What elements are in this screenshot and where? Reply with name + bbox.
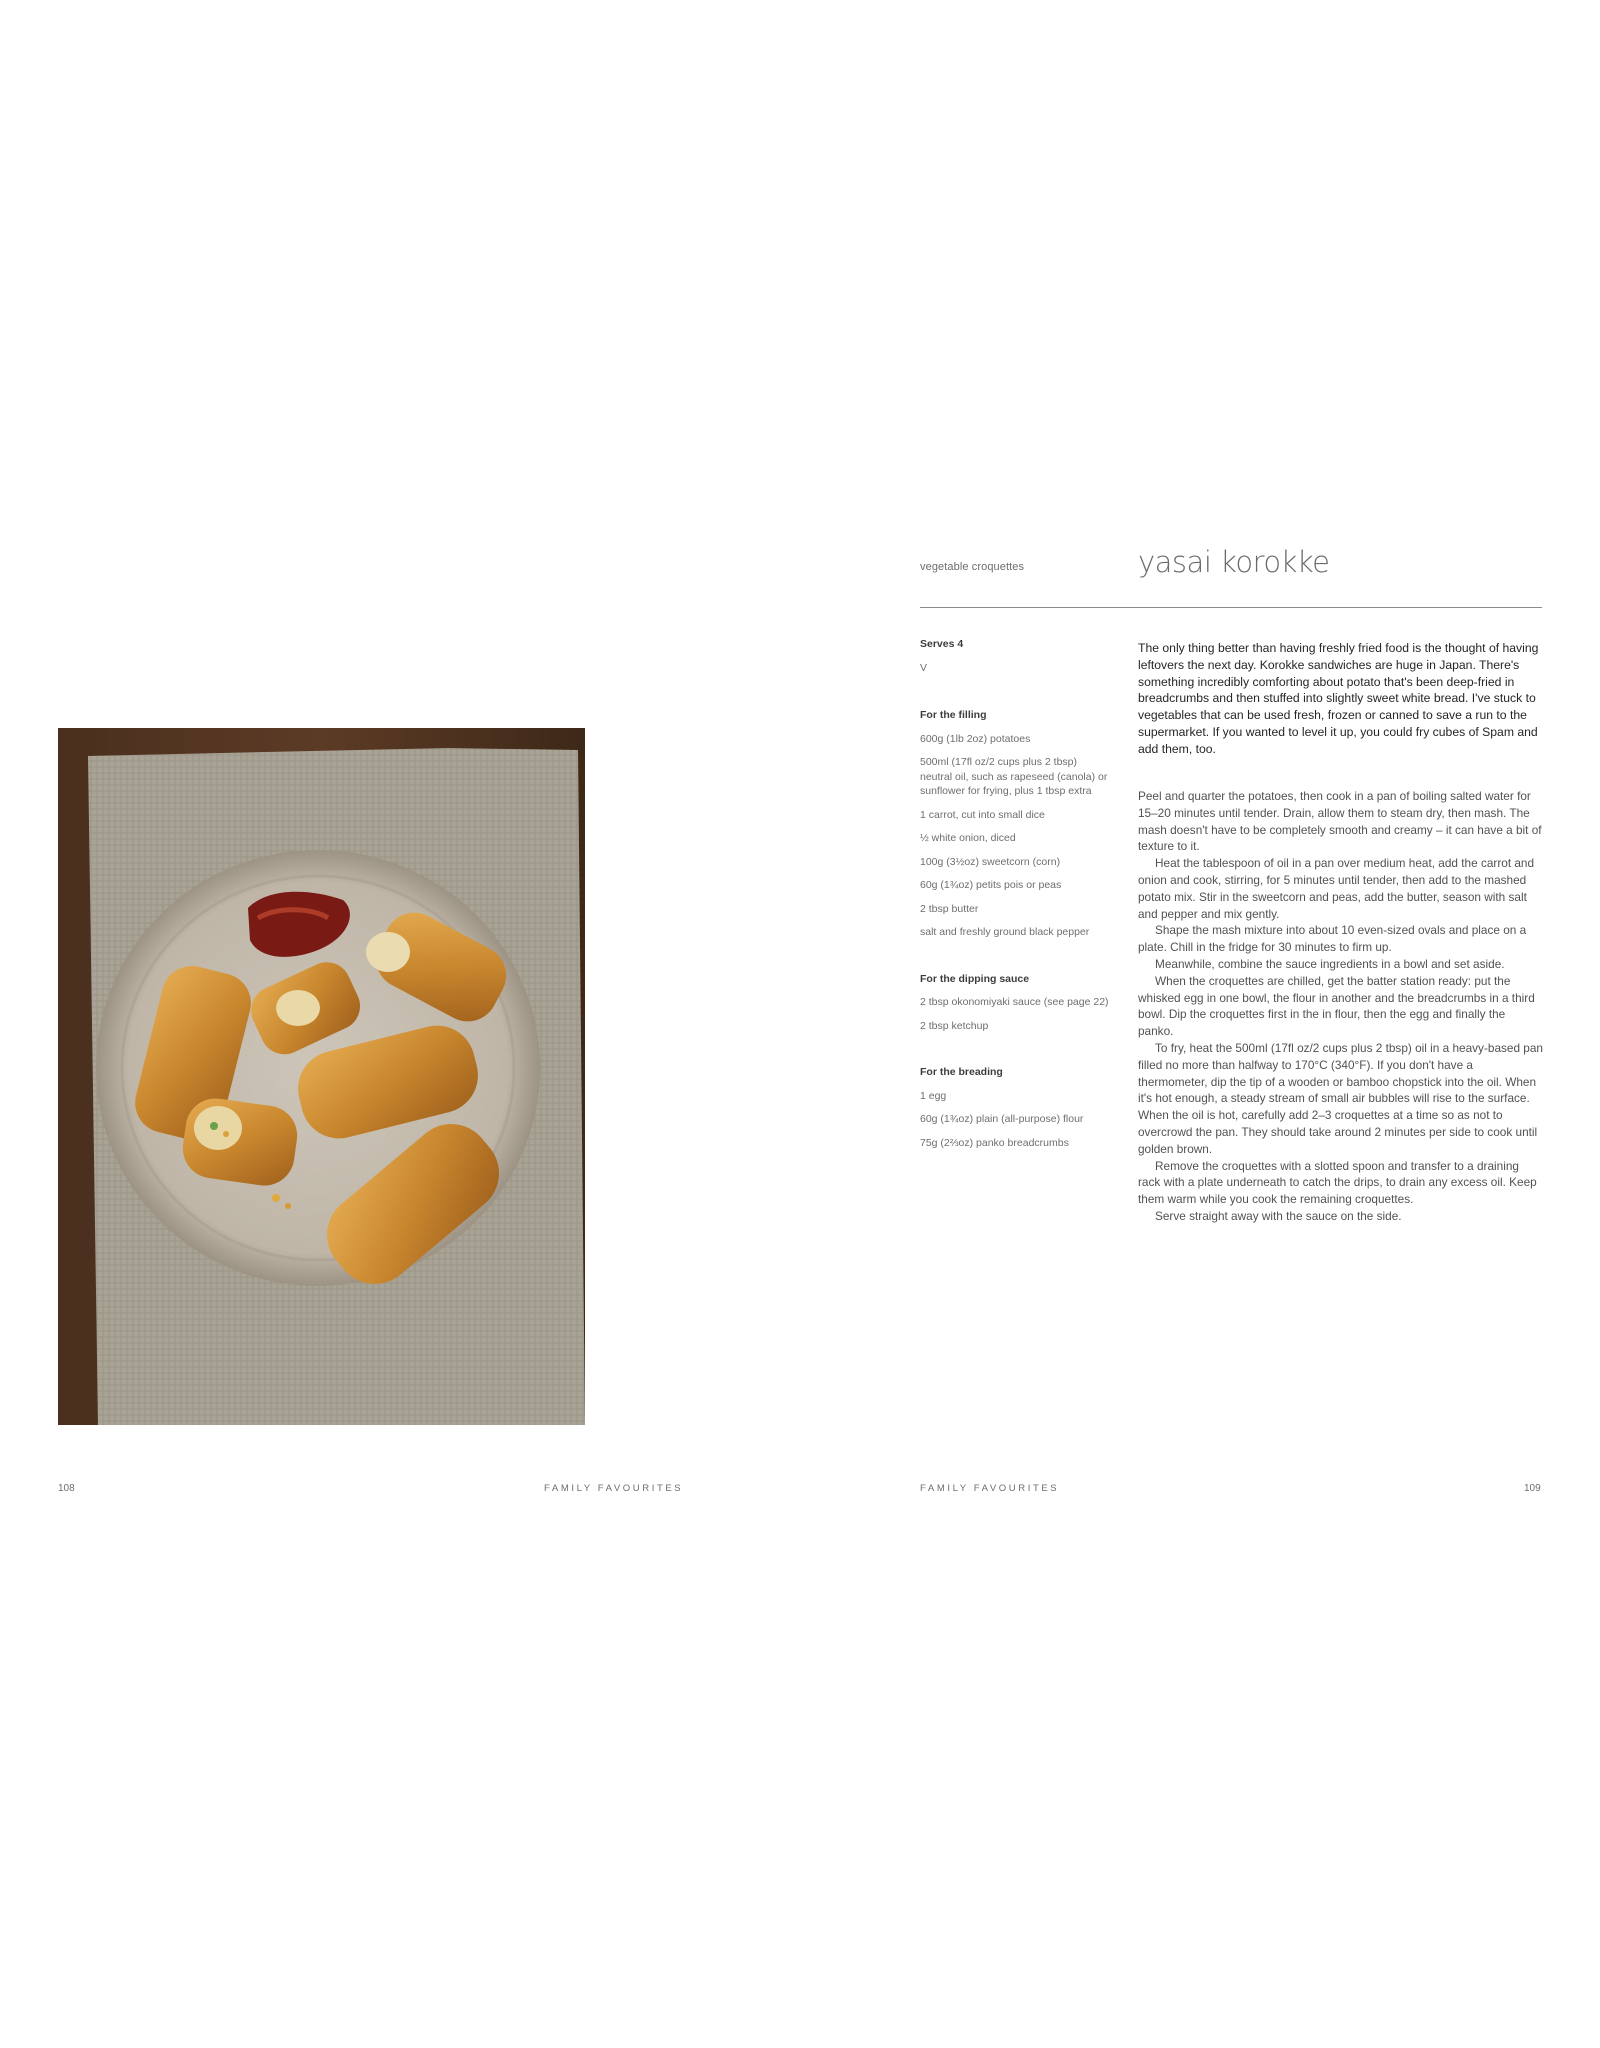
recipe-method	[1138, 788, 1543, 1225]
method-paragraph: Serve straight away with the sauce on the side.	[1155, 1208, 1402, 1223]
title-divider	[920, 607, 1542, 608]
diet-label: V	[920, 661, 928, 674]
method-paragraph: Remove the croquettes with a slotted spoon and transfer to a draining rack with a plate underneath to catch the drips, to drain any excess oil. Keep them warm while you cook the remaining croquettes.	[1138, 1158, 1537, 1207]
page-number-right: 109	[1524, 1483, 1541, 1494]
ingredient-item: 1 egg	[920, 1089, 947, 1102]
ingredient-group-filling	[920, 708, 1110, 940]
group-heading: For the filling	[920, 709, 987, 721]
ingredient-item: 2 tbsp butter	[920, 902, 979, 915]
group-heading: For the dipping sauce	[920, 972, 1030, 985]
recipe-title: yasai korokke	[1138, 545, 1330, 579]
running-head-right: FAMILY FAVOURITES	[920, 1483, 1060, 1494]
running-head-left: FAMILY FAVOURITES	[544, 1483, 684, 1494]
method-paragraph: When the croquettes are chilled, get the batter station ready: put the whisked egg in one bowl, the flour in another and the breadcrumbs in a third bowl. Dip the croquettes first in the in flour, then the egg and finally the panko.	[1138, 973, 1535, 1039]
ingredient-group-breading	[920, 1065, 1110, 1150]
ingredient-item: 1 carrot, cut into small dice	[920, 808, 1045, 821]
ingredients-column	[920, 637, 1110, 1182]
ingredient-item: 2 tbsp ketchup	[920, 1019, 989, 1032]
ingredient-item: 500ml (17fl oz/2 cups plus 2 tbsp) neutral oil, such as rapeseed (canola) or sunflower for frying, plus 1 tbsp extra	[920, 756, 1108, 797]
ingredient-item: 75g (2⅔oz) panko breadcrumbs	[920, 1136, 1069, 1149]
ingredient-item: 60g (1¾oz) petits pois or peas	[920, 879, 1062, 891]
croquettes-photo	[58, 728, 585, 1425]
ingredient-item: 60g (1¾oz) plain (all-purpose) flour	[920, 1113, 1084, 1125]
recipe-subtitle: vegetable croquettes	[920, 561, 1025, 573]
page-number-left: 108	[58, 1483, 75, 1494]
ingredient-item: salt and freshly ground black pepper	[920, 926, 1090, 938]
ingredient-item: 100g (3½oz) sweetcorn (corn)	[920, 855, 1061, 868]
recipe-intro: The only thing better than having freshly fried food is the thought of having leftovers the next day. Korokke sandwiches are huge in Japan. There's something incredibly comforting about potato that's been deep-fried in breadcrumbs and then stuffed into slightly sweet white bread. I've stuck to vegetables that can be used fresh, frozen or canned to save a run to the supermarket. If you wanted to level it up, you could fry cubes of Spam and add them, too.	[1138, 641, 1539, 756]
method-paragraph: Shape the mash mixture into about 10 even-sized ovals and place on a plate. Chill in the fridge for 30 minutes to firm up.	[1138, 923, 1527, 955]
ingredient-item: 2 tbsp okonomiyaki sauce (see page 22)	[920, 996, 1109, 1008]
method-paragraph: Meanwhile, combine the sauce ingredients in a bowl and set aside.	[1155, 956, 1505, 971]
method-paragraph: To fry, heat the 500ml (17fl oz/2 cups plus 2 tbsp) oil in a heavy-based pan filled no more than halfway to 170°C (340°F). If you don't have a thermometer, dip the tip of a wooden or bamboo chopstick into the oil. When it's hot enough, a steady stream of small air bubbles will rise to the surface. When the oil is hot, carefully add 2–3 croquettes at a time so as not to overcrowd the pan. They should take around 2 minutes per side to cook until golden brown.	[1138, 1040, 1543, 1156]
ingredient-item: 600g (1lb 2oz) potatoes	[920, 732, 1031, 745]
method-paragraph: Peel and quarter the potatoes, then cook in a pan of boiling salted water for 15–20 minutes until tender. Drain, allow them to steam dry, then mash. The mash doesn't have to be completely smooth and creamy – it can have a bit of texture to it.	[1138, 789, 1542, 854]
ingredient-group-dipping-sauce	[920, 972, 1110, 1034]
ingredient-item: ½ white onion, diced	[920, 832, 1016, 844]
serves-label: Serves 4	[920, 638, 964, 650]
group-heading: For the breading	[920, 1066, 1003, 1078]
method-paragraph: Heat the tablespoon of oil in a pan over medium heat, add the carrot and onion and cook, stirring, for 5 minutes until tender, then add to the mashed potato mix. Stir in the sweetcorn and peas, add the butter, season with salt and pepper and mix gently.	[1138, 856, 1535, 921]
